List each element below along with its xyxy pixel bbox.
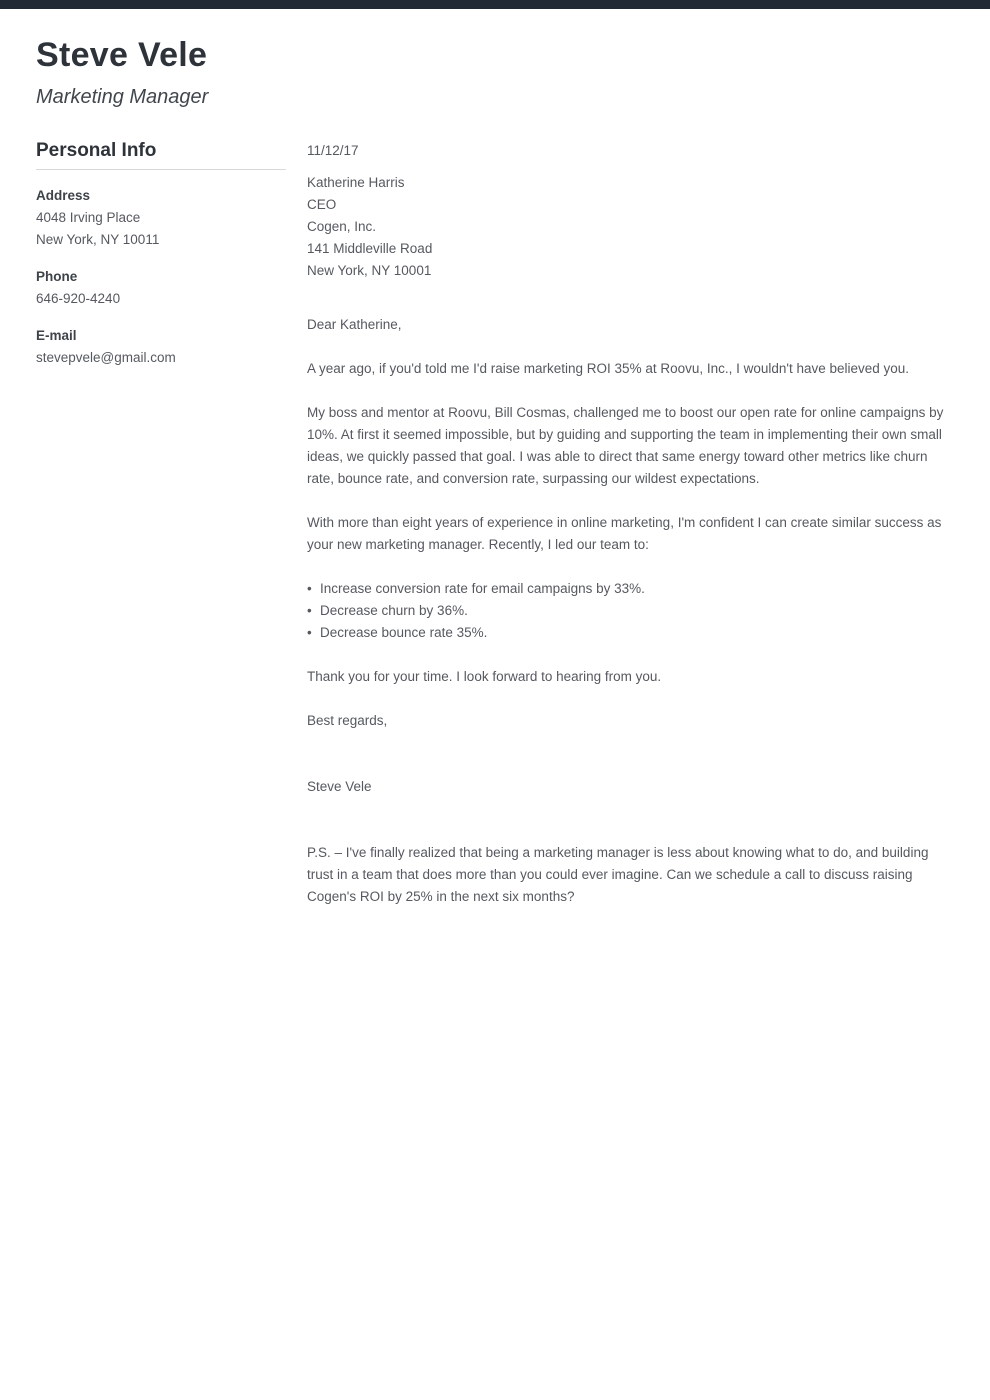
email-field bbox=[36, 325, 286, 369]
email-value: stevepvele@gmail.com bbox=[36, 349, 176, 365]
paragraph-pitch: With more than eight years of experience in online marketing, I'm confident I can create similar success as your new marketing manager. Recently, I led our team to: bbox=[307, 514, 942, 552]
sign-off: Best regards, bbox=[307, 712, 388, 728]
letter-date: 11/12/17 bbox=[307, 142, 359, 158]
salutation: Dear Katherine, bbox=[307, 316, 402, 332]
closing-line: Thank you for your time. I look forward to hearing from you. bbox=[307, 668, 662, 684]
list-item bbox=[307, 600, 951, 622]
email-label: E-mail bbox=[36, 327, 77, 343]
achievement-text: Decrease churn by 36%. bbox=[320, 602, 468, 618]
sidebar-heading: Personal Info bbox=[36, 140, 286, 170]
paragraph-hook: A year ago, if you'd told me I'd raise marketing ROI 35% at Roovu, Inc., I wouldn't have believed you. bbox=[307, 360, 910, 376]
achievement-text: Decrease bounce rate 35%. bbox=[320, 624, 488, 640]
phone-field bbox=[36, 266, 286, 310]
address-label: Address bbox=[36, 187, 91, 203]
postscript: P.S. – I've finally realized that being a marketing manager is less about knowing what to do, and building trust in a team that does more than you could ever imagine. Can we schedule a call to discuss raising Cogen's ROI by 25% in the next six months? bbox=[307, 844, 929, 904]
candidate-name: Steve Vele bbox=[36, 36, 208, 74]
recipient-name: Katherine Harris bbox=[307, 174, 405, 190]
bullet-icon: • bbox=[307, 580, 312, 596]
address-field bbox=[36, 185, 286, 251]
header bbox=[0, 9, 990, 109]
recipient-city: New York, NY 10001 bbox=[307, 262, 432, 278]
list-item bbox=[307, 578, 951, 600]
candidate-job-title: Marketing Manager bbox=[36, 85, 209, 108]
achievement-text: Increase conversion rate for email campaigns by 33%. bbox=[320, 580, 645, 596]
bullet-icon: • bbox=[307, 624, 312, 640]
recipient-street: 141 Middleville Road bbox=[307, 240, 433, 256]
list-item bbox=[307, 622, 951, 644]
signature-name: Steve Vele bbox=[307, 778, 372, 794]
recipient-title: CEO bbox=[307, 196, 337, 212]
top-accent-bar bbox=[0, 0, 990, 9]
bullet-icon: • bbox=[307, 602, 312, 618]
address-line-1: 4048 Irving Place bbox=[36, 209, 141, 225]
paragraph-experience: My boss and mentor at Roovu, Bill Cosmas, challenged me to boost our open rate for online campaigns by 10%. At first it seemed impossible, but by guiding and supporting the team in implementing their own small ideas, we quickly passed that goal. I was able to direct that same energy toward other metrics like churn rate, bounce rate, and conversion rate, surpassing our wildest expectations. bbox=[307, 404, 944, 486]
address-line-2: New York, NY 10011 bbox=[36, 231, 160, 247]
content-columns bbox=[0, 140, 990, 908]
achievement-list bbox=[307, 578, 951, 644]
phone-value: 646-920-4240 bbox=[36, 290, 121, 306]
recipient-company: Cogen, Inc. bbox=[307, 218, 377, 234]
recipient-block bbox=[307, 172, 951, 282]
letter-body bbox=[307, 140, 951, 908]
phone-label: Phone bbox=[36, 268, 78, 284]
personal-info-sidebar bbox=[36, 140, 286, 369]
